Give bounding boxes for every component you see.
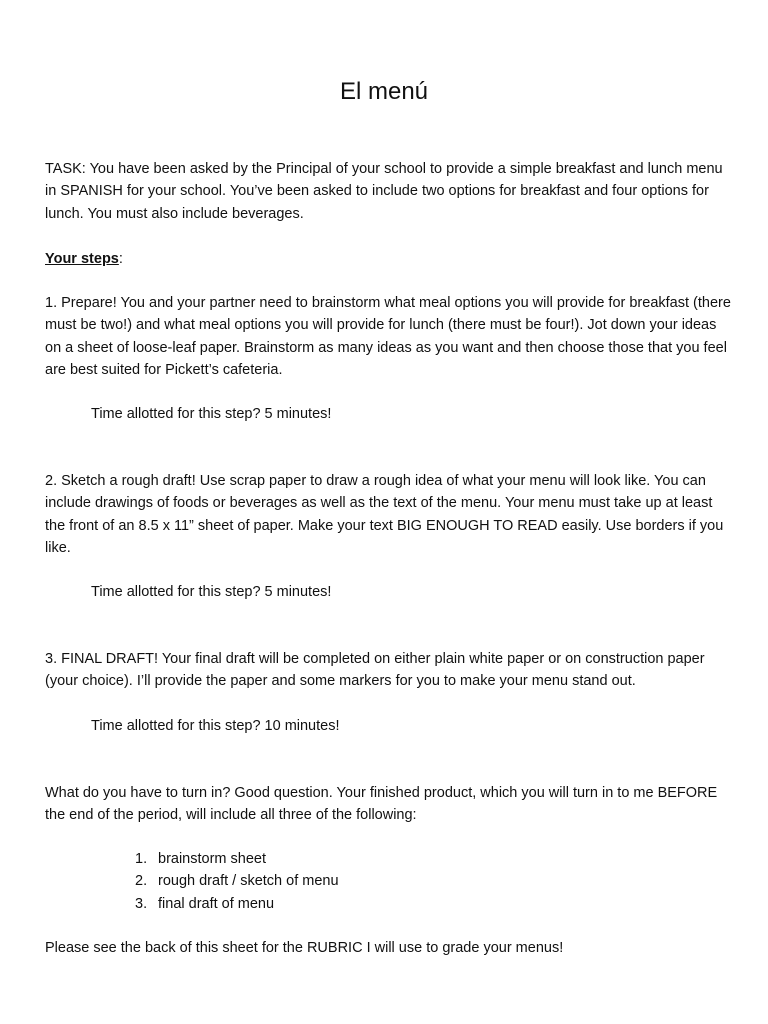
list-item xyxy=(135,893,339,915)
task-paragraph: TASK: You have been asked by the Principal of your school to provide a simple breakfast and lunch menu in SPANISH for your school. You’ve been asked to include two options for breakfast and four options for lunch. You must also include beverages. xyxy=(45,161,723,222)
deliverables-list xyxy=(135,848,339,915)
list-item-number: 2. xyxy=(135,873,148,890)
step-2-time: Time allotted for this step? 5 minutes! xyxy=(91,584,332,600)
list-item xyxy=(135,870,339,892)
list-item xyxy=(135,848,339,870)
steps-heading xyxy=(45,248,735,270)
step-1-paragraph: 1. Prepare! You and your partner need to brainstorm what meal options you will provide for breakfast (there must be two!) and what meal options you will provide for lunch (there must be four!). Jot down your ideas on a sheet of loose-leaf paper. Brainstorm as many ideas as you want and then choose those that you feel are best suited for Pickett’s cafeteria. xyxy=(45,295,731,378)
step-3-time: Time allotted for this step? 10 minutes! xyxy=(91,718,340,734)
step-3-paragraph: 3. FINAL DRAFT! Your final draft will be completed on either plain white paper or on construction paper (your choice). I’ll provide the paper and some markers for you to make your menu stand out. xyxy=(45,651,705,690)
list-item-text: rough draft / sketch of menu xyxy=(158,873,339,890)
list-item-text: final draft of menu xyxy=(158,895,275,912)
turn-in-paragraph: What do you have to turn in? Good question. Your finished product, which you will turn in to me BEFORE the end of the period, will include all three of the following: xyxy=(45,785,718,824)
step-1-time: Time allotted for this step? 5 minutes! xyxy=(91,406,332,422)
steps-heading-colon: : xyxy=(118,251,123,267)
step-2-paragraph: 2. Sketch a rough draft! Use scrap paper to draw a rough idea of what your menu will look like. You can include drawings of foods or beverages as well as the text of the menu. Your menu must take up at least the front of an 8.5 x 11” sheet of paper. Make your text BIG ENOUGH TO READ easily. Use borders if you like. xyxy=(45,473,724,556)
page-title: El menú xyxy=(339,78,429,105)
closing-paragraph: Please see the back of this sheet for the RUBRIC I will use to grade your menus! xyxy=(45,940,564,956)
list-item-number: 1. xyxy=(135,851,148,867)
steps-heading-label: Your steps xyxy=(45,251,119,267)
list-item-text: brainstorm sheet xyxy=(158,851,266,867)
list-item-number: 3. xyxy=(135,895,148,912)
